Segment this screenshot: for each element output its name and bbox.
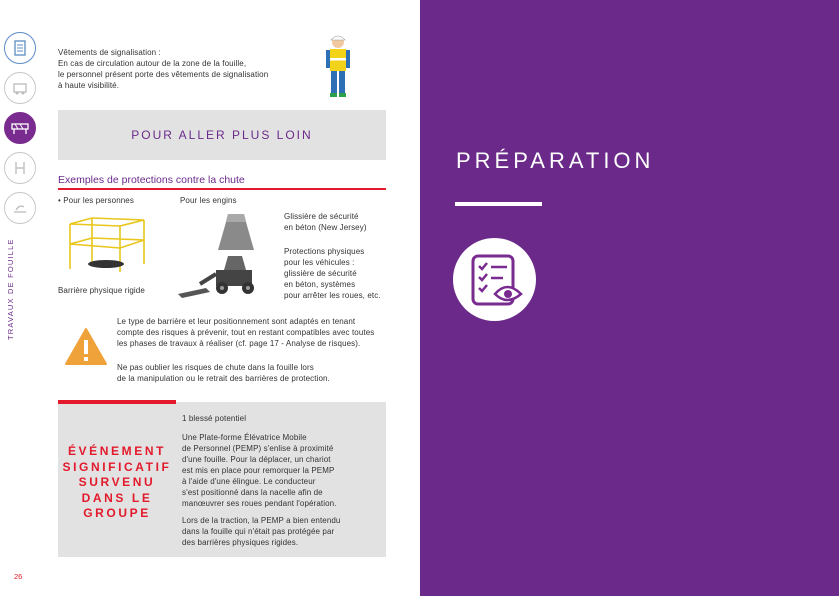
event-injured: 1 blessé potentiel [182, 414, 247, 423]
event-d7: manœuvrer ses roues pendant l'opération. [182, 499, 337, 508]
barrier-label: Barrière physique rigide [58, 286, 145, 295]
event-d5: à l'aide d'une élingue. Le conducteur [182, 477, 316, 486]
glissiere-line2: en béton (New Jersey) [284, 223, 367, 232]
preparation-title: PRÉPARATION [456, 148, 655, 173]
event-d4: est mis en place pour remorquer la PEMP [182, 466, 335, 475]
event-d3: d'une fouille. Pour la déplacer, un chariot [182, 455, 331, 464]
page-number: 26 [14, 572, 23, 581]
event-title-line4: DANS LE [81, 490, 153, 505]
checklist-eye-icon [453, 238, 536, 321]
signal-line3: à haute visibilité. [58, 81, 120, 90]
warning-p1-line2: compte des risques à prévenir, tout en restant compatibles avec toutes [117, 328, 375, 337]
physique-line4: en béton, systèmes [284, 280, 356, 289]
protections-heading: Exemples de protections contre la chute [58, 174, 245, 186]
title-underline [455, 202, 542, 206]
event-title-line3: SURVENU [78, 475, 156, 489]
warning-icon [64, 327, 108, 367]
event-title [60, 444, 174, 522]
event-d6: s'est positionné dans la nacelle afin de [182, 488, 323, 497]
physique-line5: pour arrêter les roues, etc. [284, 291, 381, 300]
signal-line2: le personnel présent porte des vêtements de signalisation [58, 70, 269, 79]
col-people-label: • Pour les personnes [58, 196, 134, 205]
banner-title: POUR ALLER PLUS LOIN [131, 128, 313, 142]
event-title-line2: SIGNIFICATIF [62, 459, 172, 474]
physique-line1: Protections physiques [284, 247, 365, 256]
barrier-icon[interactable] [4, 112, 36, 144]
warning-p1-line3: les phases de travaux à réaliser (cf. page 17 - Analyse de risques). [117, 339, 361, 348]
col-vehicles-label: Pour les engins [180, 196, 237, 205]
event-d2: de Personnel (PEMP) s'enlise à proximité [182, 444, 334, 453]
physique-line2: pour les véhicules : [284, 258, 355, 267]
event-title-line5: GROUPE [83, 506, 151, 520]
new-jersey-barrier-illustration [214, 212, 258, 252]
event-e3: des barrières physiques rigides. [182, 538, 299, 547]
fall-icon[interactable] [4, 192, 36, 224]
worker-illustration [318, 34, 358, 98]
glissiere-line1: Glissière de sécurité [284, 212, 359, 221]
signal-title: Vêtements de signalisation : [58, 48, 161, 57]
warning-p1-line1: Le type de barrière et leur positionnement sont adaptés en tenant [117, 317, 356, 326]
event-title-line1: ÉVÉNEMENT [67, 444, 167, 458]
event-e1: Lors de la traction, la PEMP a bien entendu [182, 516, 341, 525]
warning-p2-line1: Ne pas oublier les risques de chute dans la fouille lors [117, 363, 314, 372]
physique-line3: glissière de sécurité [284, 269, 357, 278]
event-e2: dans la fouille qui n'était pas protégée par [182, 527, 335, 536]
vehicle-illustration [176, 248, 268, 300]
scaffold-icon[interactable] [4, 152, 36, 184]
further-banner [58, 110, 386, 160]
warning-p2-line2: de la manipulation ou le retrait des barrières de protection. [117, 374, 330, 383]
scaffold-barrier-illustration [62, 214, 152, 276]
section-vertical-label: TRAVAUX DE FOUILLE [6, 238, 15, 340]
document-icon[interactable] [4, 32, 36, 64]
truck-icon[interactable] [4, 72, 36, 104]
divider [58, 188, 386, 190]
signal-line1: En cas de circulation autour de la zone de la fouille, [58, 59, 247, 68]
event-accent-bar [58, 400, 176, 404]
event-d1: Une Plate-forme Élévatrice Mobile [182, 433, 307, 442]
